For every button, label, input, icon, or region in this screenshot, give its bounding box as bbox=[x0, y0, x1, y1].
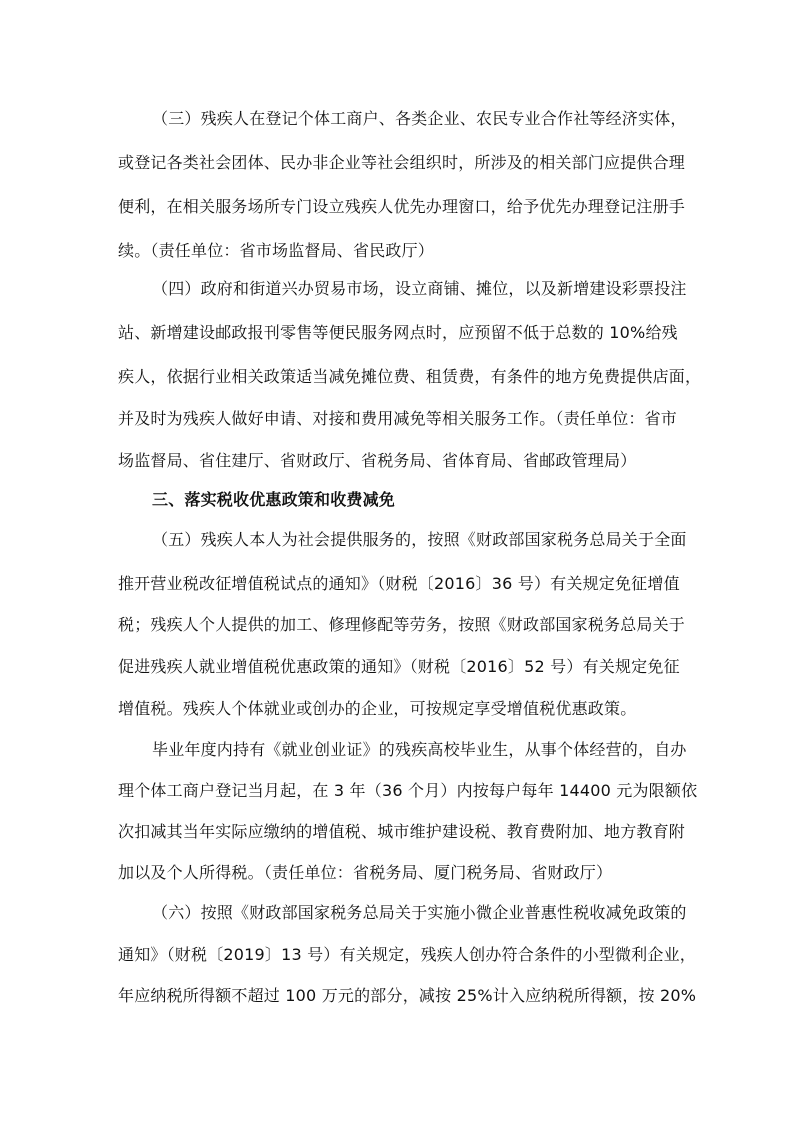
paragraph-5-line-3: 税；残疾人个人提供的加工、修理修配等劳务，按照《财政部国家税务总局关于 bbox=[118, 615, 686, 634]
paragraph-3-line-1: （三）残疾人在登记个体工商户、各类企业、农民专业合作社等经济实体， bbox=[152, 109, 687, 128]
paragraph-6-line-2: 通知》（财税〔2019〕13 号）有关规定，残疾人创办符合条件的小型微利企业， bbox=[118, 945, 696, 964]
paragraph-6-line-1: （六）按照《财政部国家税务总局关于实施小微企业普惠性税收减免政策的 bbox=[152, 903, 687, 922]
paragraph-3-line-4: 续。（责任单位：省市场监督局、省民政厅） bbox=[118, 241, 435, 260]
paragraph-6-line-3: 年应纳税所得额不超过 100 万元的部分，减按 25%计入应纳税所得额，按 20% bbox=[118, 986, 697, 1005]
paragraph-graduate-line-4: 加以及个人所得税。（责任单位：省税务局、厦门税务局、省财政厅） bbox=[118, 863, 613, 882]
paragraph-5-line-4: 促进残疾人就业增值税优惠政策的通知》（财税〔2016〕52 号）有关规定免征 bbox=[118, 657, 680, 676]
paragraph-4-line-2: 站、新增建设邮政报刊零售等便民服务网点时，应预留不低于总数的 10%给残 bbox=[118, 323, 678, 342]
paragraph-4-line-4: 并及时为残疾人做好申请、对接和费用减免等相关服务工作。（责任单位：省市 bbox=[118, 409, 678, 428]
paragraph-3-line-2: 或登记各类社会团体、民办非企业等社会组织时，所涉及的相关部门应提供合理 bbox=[118, 153, 686, 172]
section-heading: 三、落实税收优惠政策和收费减免 bbox=[152, 490, 396, 509]
paragraph-5-line-1: （五）残疾人本人为社会提供服务的，按照《财政部国家税务总局关于全面 bbox=[152, 530, 687, 549]
paragraph-graduate-line-2: 理个体工商户登记当月起，在 3 年（36 个月）内按每户每年 14400 元为限额依 bbox=[118, 781, 698, 800]
paragraph-5-line-2: 推开营业税改征增值税试点的通知》（财税〔2016〕36 号）有关规定免征增值 bbox=[118, 574, 680, 593]
paragraph-4-line-1: （四）政府和街道兴办贸易市场，设立商铺、摊位，以及新增建设彩票投注 bbox=[152, 279, 687, 298]
paragraph-graduate-line-3: 次扣减其当年实际应缴纳的增值税、城市维护建设税、教育费附加、地方教育附 bbox=[118, 822, 686, 841]
paragraph-4-line-3: 疾人，依据行业相关政策适当减免摊位费、租赁费，有条件的地方免费提供店面， bbox=[118, 367, 702, 386]
paragraph-3-line-3: 便利，在相关服务场所专门设立残疾人优先办理窗口，给予优先办理登记注册手 bbox=[118, 197, 686, 216]
paragraph-4-line-5: 场监督局、省住建厅、省财政厅、省税务局、省体育局、省邮政管理局） bbox=[118, 451, 637, 470]
paragraph-5-line-5: 增值税。残疾人个体就业或创办的企业，可按规定享受增值税优惠政策。 bbox=[118, 699, 637, 718]
paragraph-graduate-line-1: 毕业年度内持有《就业创业证》的残疾高校毕业生，从事个体经营的，自办 bbox=[152, 740, 687, 759]
